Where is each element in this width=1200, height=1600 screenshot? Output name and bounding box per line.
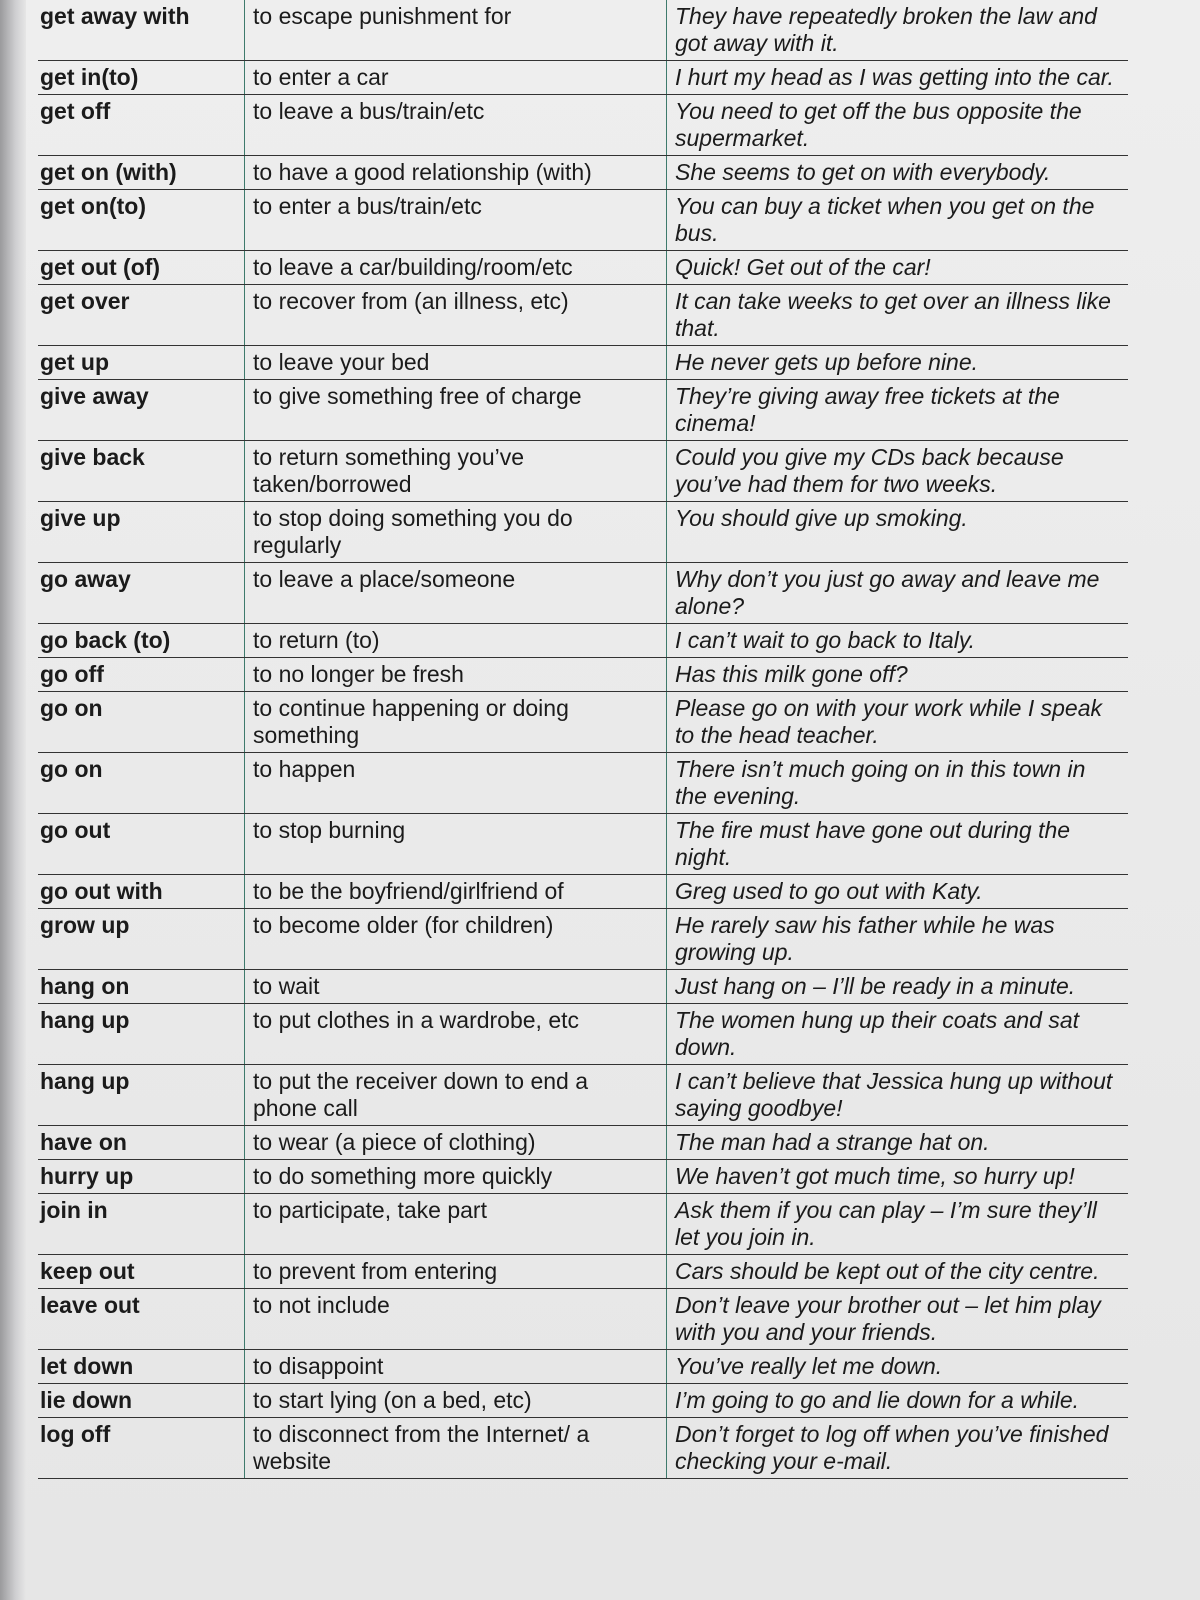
example-sentence: Don’t leave your brother out – let him play with you and your friends. (667, 1289, 1129, 1350)
example-sentence: You need to get off the bus opposite the supermarket. (667, 95, 1129, 156)
example-sentence: I can’t wait to go back to Italy. (667, 624, 1129, 658)
definition: to happen (245, 753, 667, 814)
phrasal-verb: join in (38, 1194, 245, 1255)
table-row (38, 1384, 1128, 1418)
table-row (38, 1350, 1128, 1384)
definition: to enter a bus/train/etc (245, 190, 667, 251)
phrasal-verb: go on (38, 753, 245, 814)
definition: to do something more quickly (245, 1160, 667, 1194)
example-sentence: You’ve really let me down. (667, 1350, 1129, 1384)
example-sentence: She seems to get on with everybody. (667, 156, 1129, 190)
example-sentence: I’m going to go and lie down for a while. (667, 1384, 1129, 1418)
phrasal-verb: go off (38, 658, 245, 692)
table-row (38, 909, 1128, 970)
example-sentence: I can’t believe that Jessica hung up without saying goodbye! (667, 1065, 1129, 1126)
table-row (38, 814, 1128, 875)
table-row (38, 563, 1128, 624)
phrasal-verb: leave out (38, 1289, 245, 1350)
table-row (38, 875, 1128, 909)
example-sentence: The man had a strange hat on. (667, 1126, 1129, 1160)
definition: to continue happening or doing something (245, 692, 667, 753)
example-sentence: You can buy a ticket when you get on the bus. (667, 190, 1129, 251)
phrasal-verb: give back (38, 441, 245, 502)
example-sentence: Just hang on – I’ll be ready in a minute. (667, 970, 1129, 1004)
table-row (38, 0, 1128, 61)
phrasal-verb: go out with (38, 875, 245, 909)
page-binding-edge (0, 0, 26, 1600)
phrasal-verb: keep out (38, 1255, 245, 1289)
example-sentence: Please go on with your work while I speak to the head teacher. (667, 692, 1129, 753)
phrasal-verb: hang up (38, 1004, 245, 1065)
phrasal-verb: get in(to) (38, 61, 245, 95)
definition: to wear (a piece of clothing) (245, 1126, 667, 1160)
phrasal-verb: give up (38, 502, 245, 563)
definition: to escape punishment for (245, 0, 667, 61)
definition: to become older (for children) (245, 909, 667, 970)
table-row (38, 156, 1128, 190)
example-sentence: It can take weeks to get over an illness like that. (667, 285, 1129, 346)
phrasal-verb: get off (38, 95, 245, 156)
table-row (38, 1194, 1128, 1255)
example-sentence: Don’t forget to log off when you’ve finished checking your e-mail. (667, 1418, 1129, 1479)
phrasal-verb: log off (38, 1418, 245, 1479)
definition: to return (to) (245, 624, 667, 658)
table-body (38, 0, 1128, 1479)
phrasal-verb: get up (38, 346, 245, 380)
table-row (38, 285, 1128, 346)
phrasal-verb: hang on (38, 970, 245, 1004)
definition: to no longer be fresh (245, 658, 667, 692)
definition: to put clothes in a wardrobe, etc (245, 1004, 667, 1065)
table-row (38, 502, 1128, 563)
phrasal-verb: lie down (38, 1384, 245, 1418)
table-row (38, 61, 1128, 95)
example-sentence: Why don’t you just go away and leave me alone? (667, 563, 1129, 624)
phrasal-verb: hurry up (38, 1160, 245, 1194)
phrasal-verb: go away (38, 563, 245, 624)
example-sentence: I hurt my head as I was getting into the car. (667, 61, 1129, 95)
definition: to be the boyfriend/girlfriend of (245, 875, 667, 909)
definition: to leave your bed (245, 346, 667, 380)
table-row (38, 624, 1128, 658)
example-sentence: Ask them if you can play – I’m sure they’ll let you join in. (667, 1194, 1129, 1255)
table-row (38, 190, 1128, 251)
definition: to give something free of charge (245, 380, 667, 441)
definition: to recover from (an illness, etc) (245, 285, 667, 346)
definition: to stop doing something you do regularly (245, 502, 667, 563)
definition: to return something you’ve taken/borrowed (245, 441, 667, 502)
table-row (38, 441, 1128, 502)
definition: to enter a car (245, 61, 667, 95)
definition: to stop burning (245, 814, 667, 875)
table-row (38, 1289, 1128, 1350)
table-row (38, 658, 1128, 692)
definition: to leave a car/building/room/etc (245, 251, 667, 285)
phrasal-verb: get over (38, 285, 245, 346)
example-sentence: We haven’t got much time, so hurry up! (667, 1160, 1129, 1194)
definition: to leave a bus/train/etc (245, 95, 667, 156)
definition: to start lying (on a bed, etc) (245, 1384, 667, 1418)
definition: to disconnect from the Internet/ a website (245, 1418, 667, 1479)
example-sentence: Greg used to go out with Katy. (667, 875, 1129, 909)
table-row (38, 380, 1128, 441)
example-sentence: Quick! Get out of the car! (667, 251, 1129, 285)
table-row (38, 970, 1128, 1004)
example-sentence: You should give up smoking. (667, 502, 1129, 563)
document-page (26, 0, 1200, 1600)
definition: to have a good relationship (with) (245, 156, 667, 190)
phrasal-verb: get on(to) (38, 190, 245, 251)
table-row (38, 346, 1128, 380)
table-row (38, 251, 1128, 285)
phrasal-verb: go out (38, 814, 245, 875)
phrasal-verb: go on (38, 692, 245, 753)
example-sentence: They have repeatedly broken the law and got away with it. (667, 0, 1129, 61)
definition: to not include (245, 1289, 667, 1350)
example-sentence: He never gets up before nine. (667, 346, 1129, 380)
example-sentence: Has this milk gone off? (667, 658, 1129, 692)
example-sentence: Could you give my CDs back because you’ve had them for two weeks. (667, 441, 1129, 502)
table-row (38, 1065, 1128, 1126)
phrasal-verb: get away with (38, 0, 245, 61)
table-row (38, 1126, 1128, 1160)
example-sentence: The women hung up their coats and sat down. (667, 1004, 1129, 1065)
phrasal-verb: hang up (38, 1065, 245, 1126)
table-row (38, 1160, 1128, 1194)
phrasal-verb: give away (38, 380, 245, 441)
example-sentence: There isn’t much going on in this town in the evening. (667, 753, 1129, 814)
definition: to participate, take part (245, 1194, 667, 1255)
example-sentence: He rarely saw his father while he was growing up. (667, 909, 1129, 970)
example-sentence: The fire must have gone out during the night. (667, 814, 1129, 875)
definition: to put the receiver down to end a phone call (245, 1065, 667, 1126)
table-row (38, 1004, 1128, 1065)
phrasal-verb: get out (of) (38, 251, 245, 285)
definition: to leave a place/someone (245, 563, 667, 624)
phrasal-verb: go back (to) (38, 624, 245, 658)
phrasal-verb: have on (38, 1126, 245, 1160)
table-row (38, 692, 1128, 753)
phrasal-verb: grow up (38, 909, 245, 970)
phrasal-verbs-table (38, 0, 1128, 1479)
table-row (38, 95, 1128, 156)
example-sentence: Cars should be kept out of the city centre. (667, 1255, 1129, 1289)
example-sentence: They’re giving away free tickets at the cinema! (667, 380, 1129, 441)
phrasal-verb: get on (with) (38, 156, 245, 190)
definition: to disappoint (245, 1350, 667, 1384)
definition: to wait (245, 970, 667, 1004)
definition: to prevent from entering (245, 1255, 667, 1289)
table-row (38, 1255, 1128, 1289)
table-row (38, 753, 1128, 814)
phrasal-verb: let down (38, 1350, 245, 1384)
table-row (38, 1418, 1128, 1479)
